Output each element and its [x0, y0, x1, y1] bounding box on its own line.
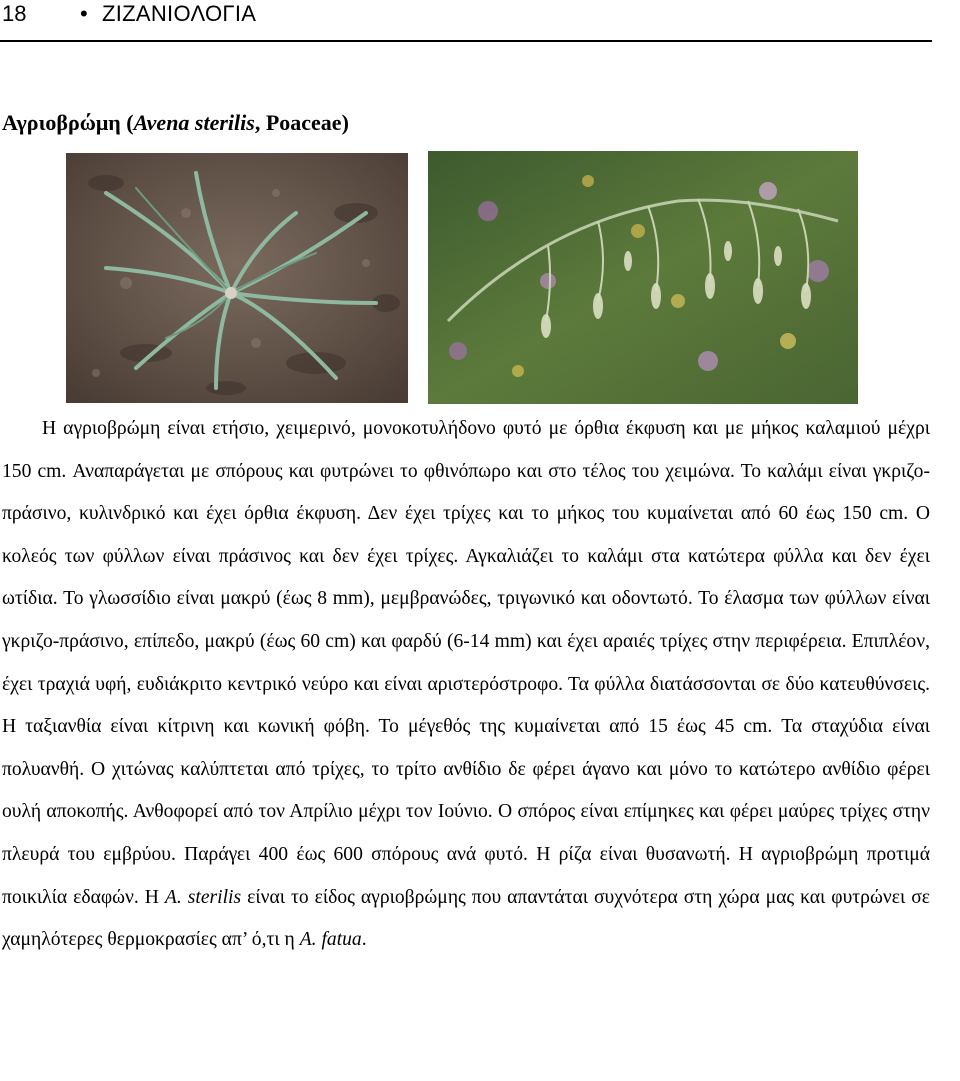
panicle-photo — [428, 151, 858, 404]
species-a-sterilis: A. sterilis — [164, 886, 242, 908]
description-main: Η αγριοβρώμη είναι ετήσιο, χειμερινό, μονοκοτυλήδονο φυτό με όρθια έκφυση και με μήκος καλαμιού μέχρι 150 cm. Αναπαράγεται με σπόρους και φυτρώνει το φθινόπωρο και στο τέλος του χειμώνα. Το καλάμι είναι γκριζο-πράσινο, κυλινδρικό και έχει όρθια έκφυση. Δεν έχει τρίχες και το μήκος του κυμαίνεται από 60 έως 150 cm. Ο κολεός των φύλλων είναι πράσινος και δεν έχει τρίχες. Αγκαλιάζει το καλάμι στα κατώτερα φύλλα και δεν έχει ωτίδια. Το γλωσσίδιο είναι μακρύ (έως 8 mm), μεμβρανώδες, τριγωνικό και οδοντωτό. Το έλασμα των φύλλων είναι γκριζο-πράσινο, επίπεδο, μακρύ (έως 60 cm) και φαρδύ (6-14 mm) και έχει αραιές τρίχες στην περιφέρεια. Επιπλέον, έχει τραχιά υφή, ευδιάκριτο κεντρικό νεύρο και είναι αριστερόστροφο. Τα φύλλα διατάσσονται σε δύο κατευθύνσεις. Η ταξιανθία είναι κίτρινη και κωνική φόβη. Το μέγεθός της κυμαίνεται από 15 έως 45 cm. Τα σταχύδια είναι πολυανθή. Ο χιτώνας καλύπτεται από τρίχες, το τρίτο ανθίδιο δε φέρει άγανο και μόνο το κατώτερο ανθίδιο φέρει ουλή αποκοπής. Ανθοφορεί από τον Απρίλιο μέχρι τον Ιούνιο. Ο σπόρος είναι επίμηκες και φέρει μαύρες τρίχες στην πλευρά του εμβρύου. Παράγει 400 έως 600 σπόρους ανά φυτό. Η ρίζα είναι θυσανωτή. Η αγριοβρώμη προτιμά ποικιλία εδαφών. Η — [2, 418, 930, 908]
scientific-name: Avena sterilis — [133, 110, 255, 135]
bullet-icon: • — [80, 1, 88, 26]
description-text — [2, 408, 930, 962]
family-name: , Poaceae) — [254, 110, 349, 135]
page-number: 18 — [2, 1, 27, 26]
page-header — [0, 0, 932, 42]
common-name: Αγριοβρώμη ( — [2, 110, 134, 135]
description-mid: είναι το είδος αγριοβρώμης που απαντάται συχνότερα στη χώρα μας και φυτρώνει σε χαμηλότερες θερμοκρασίες απ’ ό,τι η — [2, 886, 930, 951]
description-end: . — [361, 929, 367, 951]
section-title: ΖΙΖΑΝΙΟΛΟΓΙΑ — [102, 1, 257, 26]
seedling-photo — [66, 153, 408, 403]
species-heading — [2, 110, 349, 136]
description-paragraph — [2, 408, 930, 962]
species-a-fatua: A. fatua — [299, 929, 362, 951]
